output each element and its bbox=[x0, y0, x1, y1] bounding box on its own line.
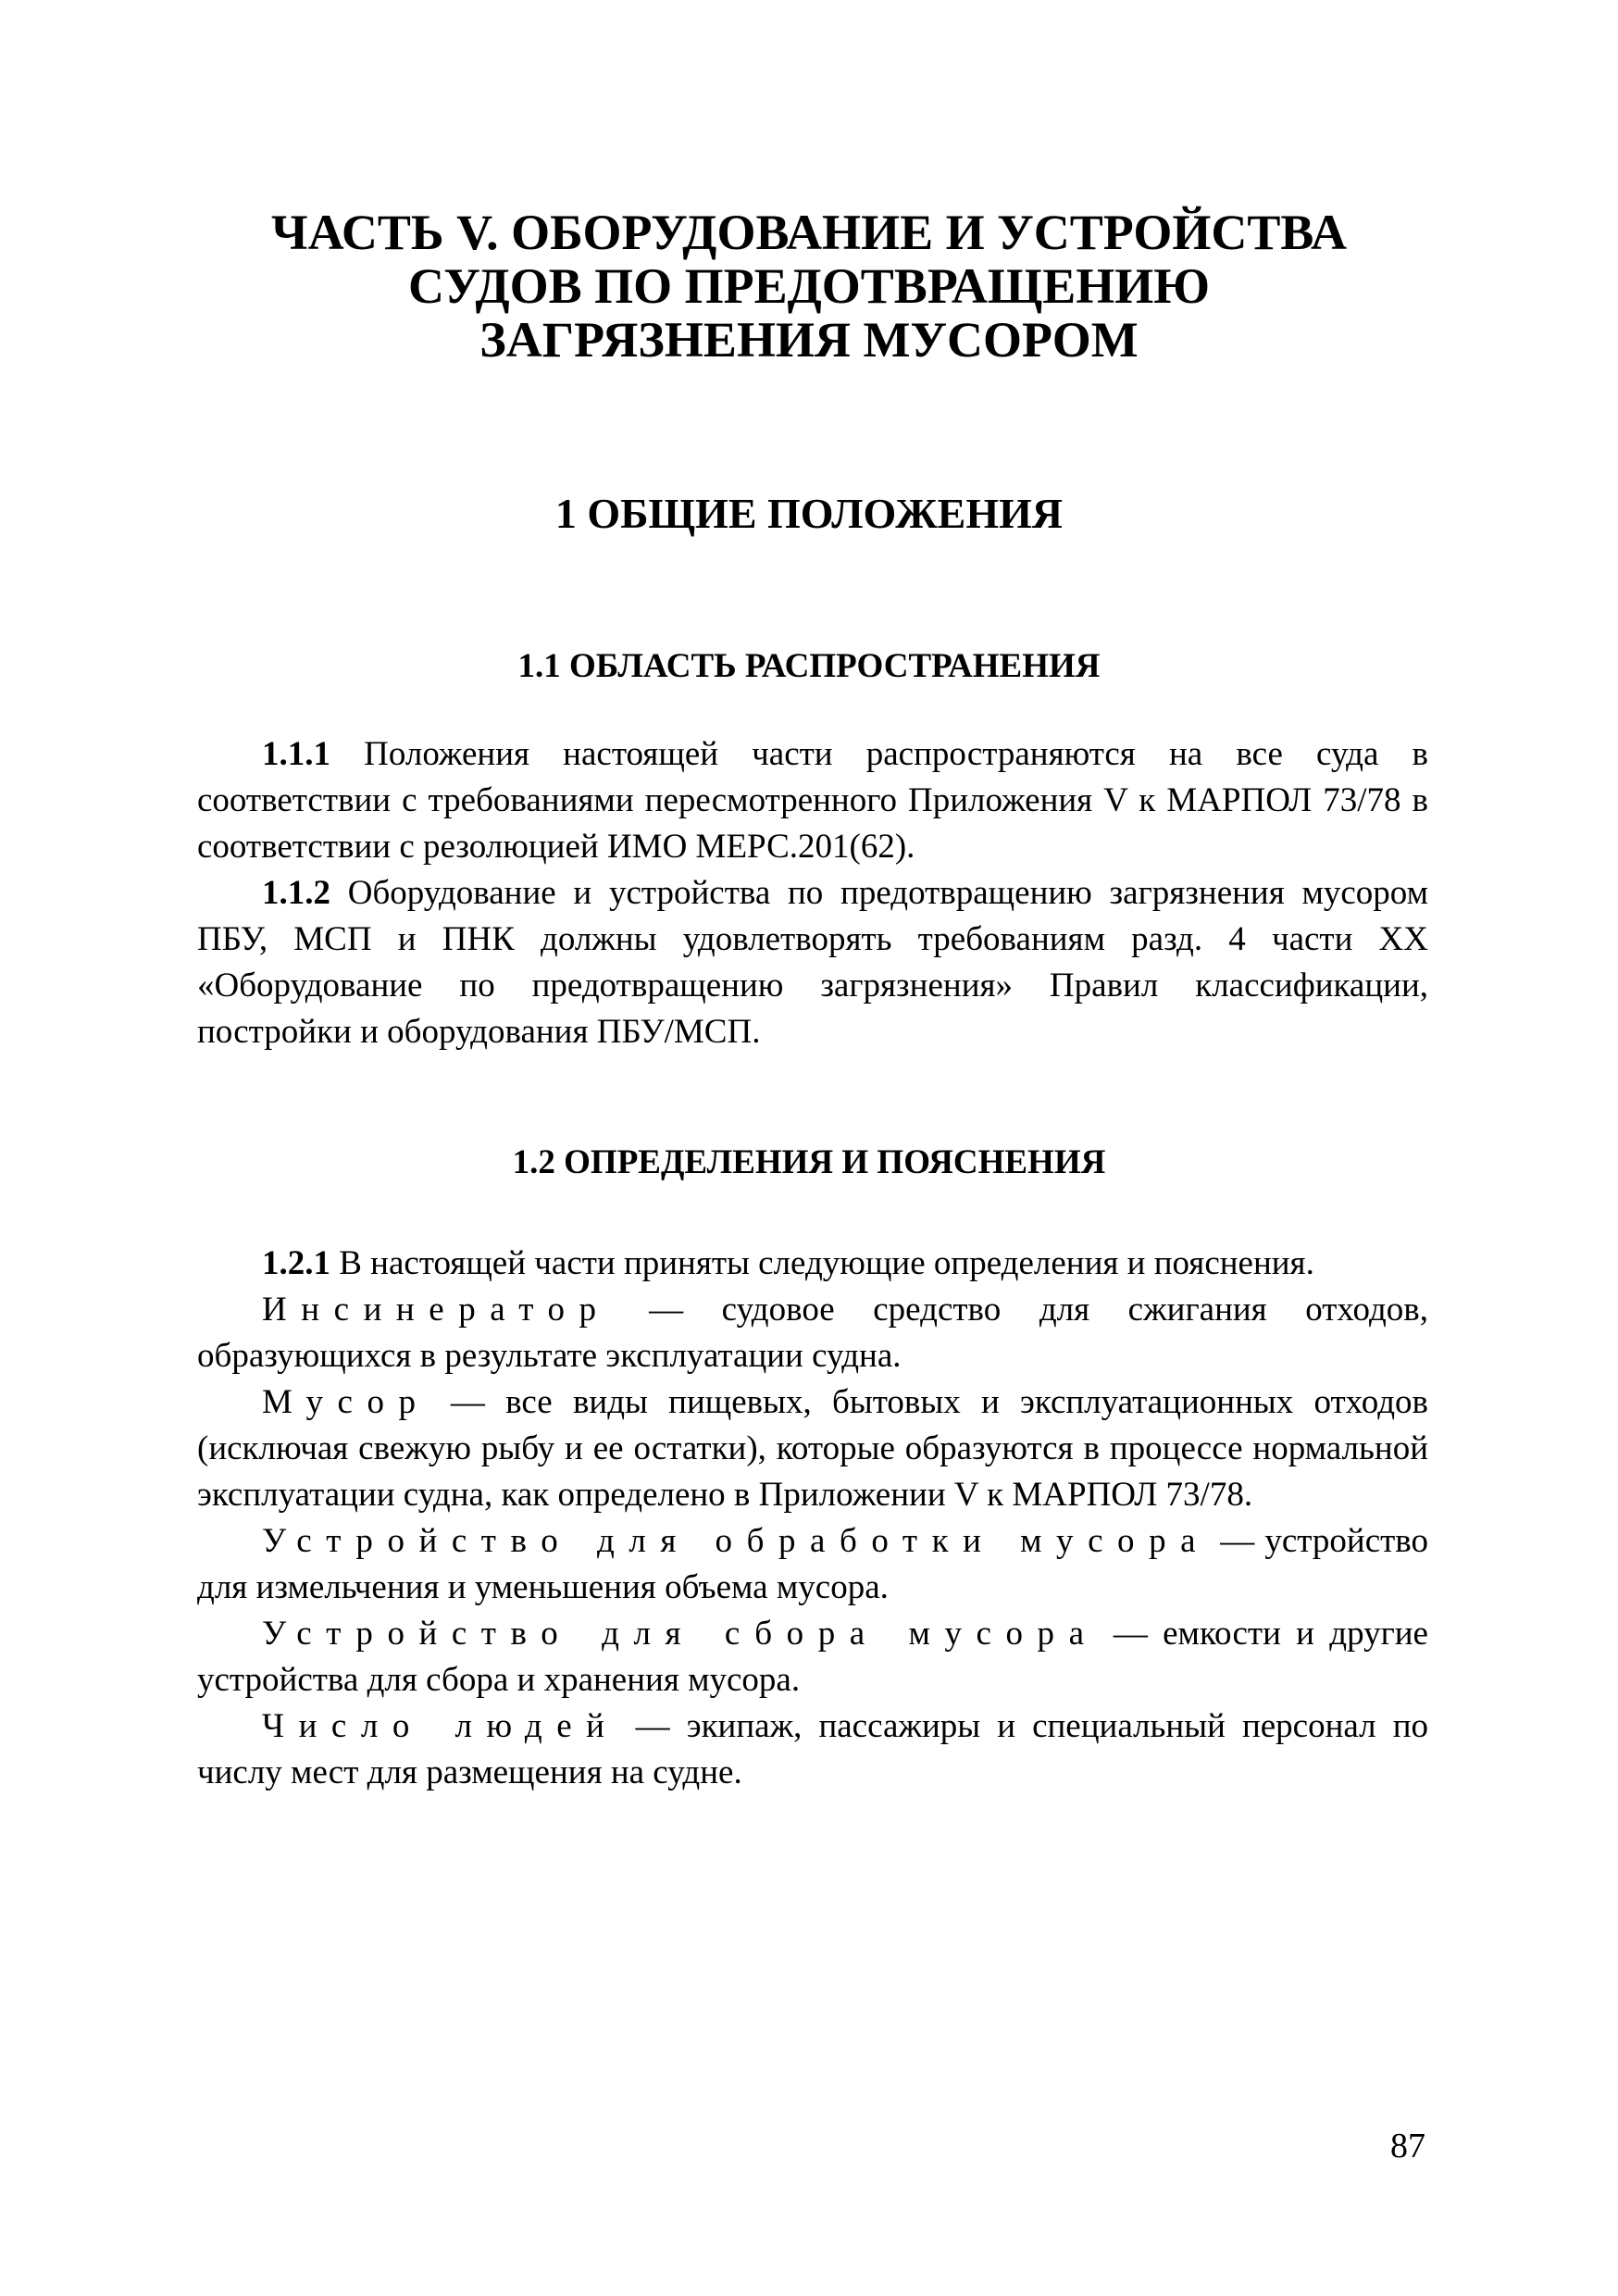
definition-incinerator bbox=[197, 1287, 1428, 1379]
paragraph-text: В настоящей части приняты следующие определения и пояснения. bbox=[330, 1244, 1314, 1282]
paragraph-1-2-1 bbox=[197, 1241, 1428, 1287]
definition-text: — емкости и другие устройства для сбора и хранения мусора. bbox=[197, 1615, 1428, 1699]
definition-garbage-processing-device bbox=[197, 1518, 1428, 1611]
part-title-line-3: ЗАГРЯЗНЕНИЯ МУСОРОМ bbox=[479, 312, 1139, 368]
definition-term: Устройство для обработки мусора bbox=[262, 1522, 1211, 1560]
paragraph-text: Оборудование и устройства по предотвращению загрязнения мусором ПБУ, МСП и ПНК должны удовлетворять требованиям разд. 4 части XX «Оборудование по предотвращению загрязнения» Правил классификации, постройки и оборудования ПБУ/МСП. bbox=[197, 874, 1428, 1051]
paragraph-number: 1.1.1 bbox=[262, 735, 330, 773]
subsection-title-definitions: 1.2 ОПРЕДЕЛЕНИЯ И ПОЯСНЕНИЯ bbox=[512, 1143, 1106, 1181]
definitions-text-block bbox=[197, 1241, 1428, 1796]
definition-text: — экипаж, пассажиры и специальный персонал по числу мест для размещения на судне. bbox=[197, 1707, 1428, 1791]
definition-term: Мусор bbox=[262, 1383, 430, 1421]
part-title-line-1: ЧАСТЬ V. ОБОРУДОВАНИЕ И УСТРОЙСТВА bbox=[270, 205, 1348, 260]
definition-term: Устройство для сбора мусора bbox=[262, 1615, 1099, 1653]
definition-text: — все виды пищевых, бытовых и эксплуатационных отходов (исключая свежую рыбу и ее остатки), которые образуются в процессе нормальной эксплуатации судна, как определено в Приложении V к МАРПОЛ 73/78. bbox=[197, 1383, 1428, 1514]
definition-text: — судовое средство для сжигания отходов, образующихся в результате эксплуатации судна. bbox=[197, 1291, 1428, 1375]
scope-text-block bbox=[197, 731, 1428, 1055]
definition-garbage bbox=[197, 1379, 1428, 1518]
paragraph-1-1-1 bbox=[197, 731, 1428, 870]
part-title-line-2: СУДОВ ПО ПРЕДОТВРАЩЕНИЮ bbox=[407, 258, 1211, 314]
definition-term: Число людей bbox=[262, 1707, 619, 1745]
definition-garbage-collection-device bbox=[197, 1611, 1428, 1703]
section-title: 1 ОБЩИЕ ПОЛОЖЕНИЯ bbox=[554, 490, 1064, 537]
definition-number-of-persons bbox=[197, 1703, 1428, 1796]
paragraph-text: Положения настоящей части распространяются на все суда в соответствии с требованиями пересмотренного Приложения V к МАРПОЛ 73/78 в соответствии с резолюцией ИМО МЕРС.201(62). bbox=[197, 735, 1428, 866]
subsection-title-scope: 1.1 ОБЛАСТЬ РАСПРОСТРАНЕНИЯ bbox=[517, 647, 1101, 685]
definition-term: Инсинератор bbox=[262, 1291, 611, 1329]
paragraph-1-1-2 bbox=[197, 870, 1428, 1055]
paragraph-number: 1.2.1 bbox=[262, 1244, 330, 1282]
paragraph-number: 1.1.2 bbox=[262, 874, 330, 912]
definition-text: — устройство для измельчения и уменьшения объема мусора. bbox=[197, 1522, 1429, 1606]
part-title bbox=[185, 206, 1433, 367]
page-number: 87 bbox=[1390, 2127, 1425, 2165]
